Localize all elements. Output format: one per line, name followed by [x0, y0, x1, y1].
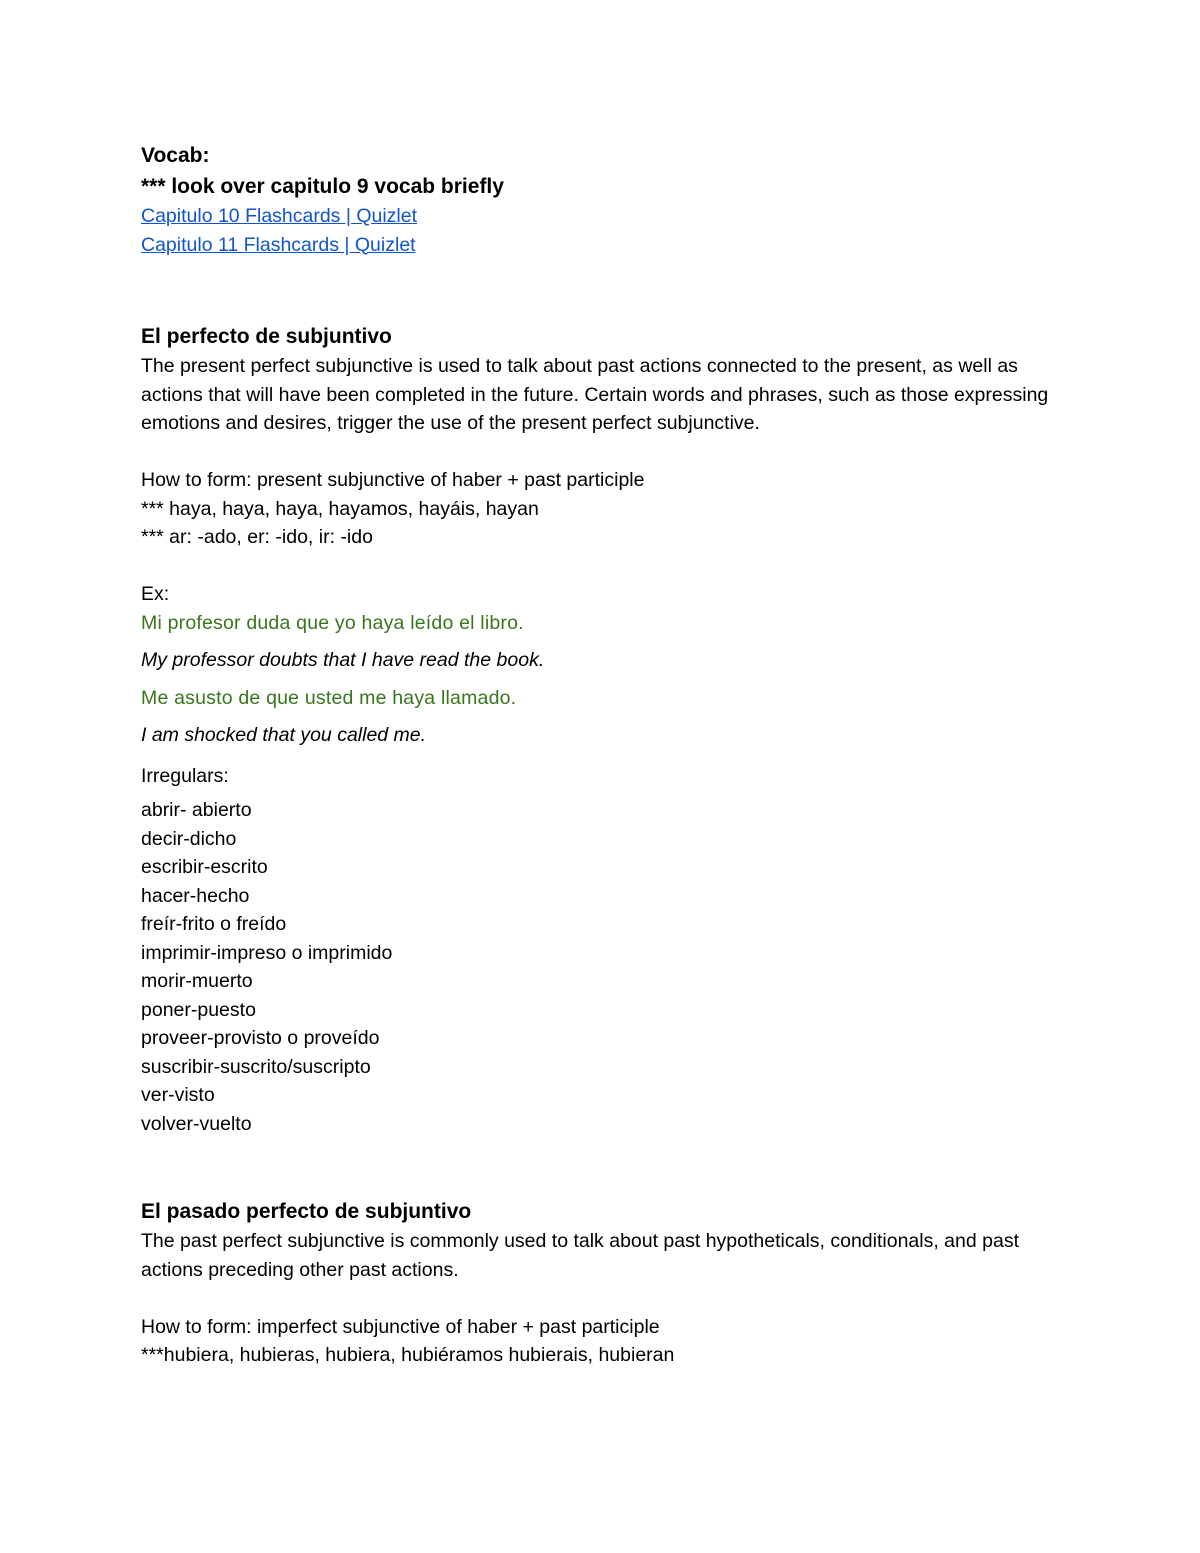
list-item: morir-muerto — [141, 970, 253, 992]
list-item: imprimir-impreso o imprimido — [141, 941, 393, 964]
list-item: decir-dicho — [141, 827, 237, 850]
example-spanish: Mi profesor duda que yo haya leído el libro. — [141, 611, 524, 634]
section1-how-to-form: How to form: present subjunctive of haber + past participle — [141, 469, 645, 491]
list-item: hacer-hecho — [141, 884, 250, 907]
spacer — [141, 259, 1081, 321]
irregulars-list — [141, 796, 1081, 1138]
example-english: My professor doubts that I have read the book. — [141, 649, 545, 671]
capitulo-11-link[interactable]: Capitulo 11 Flashcards | Quizlet — [141, 233, 416, 256]
section2-how-to-form: How to form: imperfect subjunctive of haber + past participle — [141, 1315, 660, 1338]
section1-heading: El perfecto de subjuntivo — [141, 325, 392, 348]
section2-heading: El pasado perfecto de subjuntivo — [141, 1200, 472, 1223]
section2-forms: ***hubiera, hubieras, hubiera, hubiéramos hubierais, hubieran — [141, 1344, 675, 1366]
capitulo-10-link[interactable]: Capitulo 10 Flashcards | Quizlet — [141, 205, 418, 227]
list-item: escribir-escrito — [141, 856, 268, 878]
list-item: abrir- abierto — [141, 799, 252, 821]
list-item: proveer-provisto o proveído — [141, 1027, 380, 1049]
document-page — [141, 140, 1081, 1370]
list-item: volver-vuelto — [141, 1112, 252, 1135]
spacer — [141, 1284, 1081, 1313]
example-english: I am shocked that you called me. — [141, 724, 427, 746]
examples-label: Ex: — [141, 583, 170, 605]
section2 — [141, 1196, 1081, 1370]
list-item: ver-visto — [141, 1084, 215, 1106]
section1-description: The present perfect subjunctive is used to talk about past actions connected to the present, as well as actions that will have been completed in the future. Certain words and phrases, such as those expressing emotions and desires, trigger the use of the present perfect subjunctive. — [141, 355, 1049, 434]
section1-endings: *** ar: -ado, er: -ido, ir: -ido — [141, 526, 373, 548]
section2-description: The past perfect subjunctive is commonly used to talk about past hypotheticals, conditionals, and past actions preceding other past actions. — [141, 1230, 1019, 1281]
vocab-note: *** look over capitulo 9 vocab briefly — [141, 175, 504, 198]
spacer — [141, 552, 1081, 581]
example-spanish: Me asusto de que usted me haya llamado. — [141, 686, 517, 709]
list-item: suscribir-suscrito/suscripto — [141, 1055, 371, 1078]
list-item: freír-frito o freído — [141, 913, 287, 935]
list-item: poner-puesto — [141, 998, 256, 1021]
irregulars-label: Irregulars: — [141, 764, 229, 787]
vocab-heading: Vocab: — [141, 144, 210, 167]
section1-forms: *** haya, haya, haya, hayamos, hayáis, hayan — [141, 497, 539, 520]
spacer — [141, 438, 1081, 467]
